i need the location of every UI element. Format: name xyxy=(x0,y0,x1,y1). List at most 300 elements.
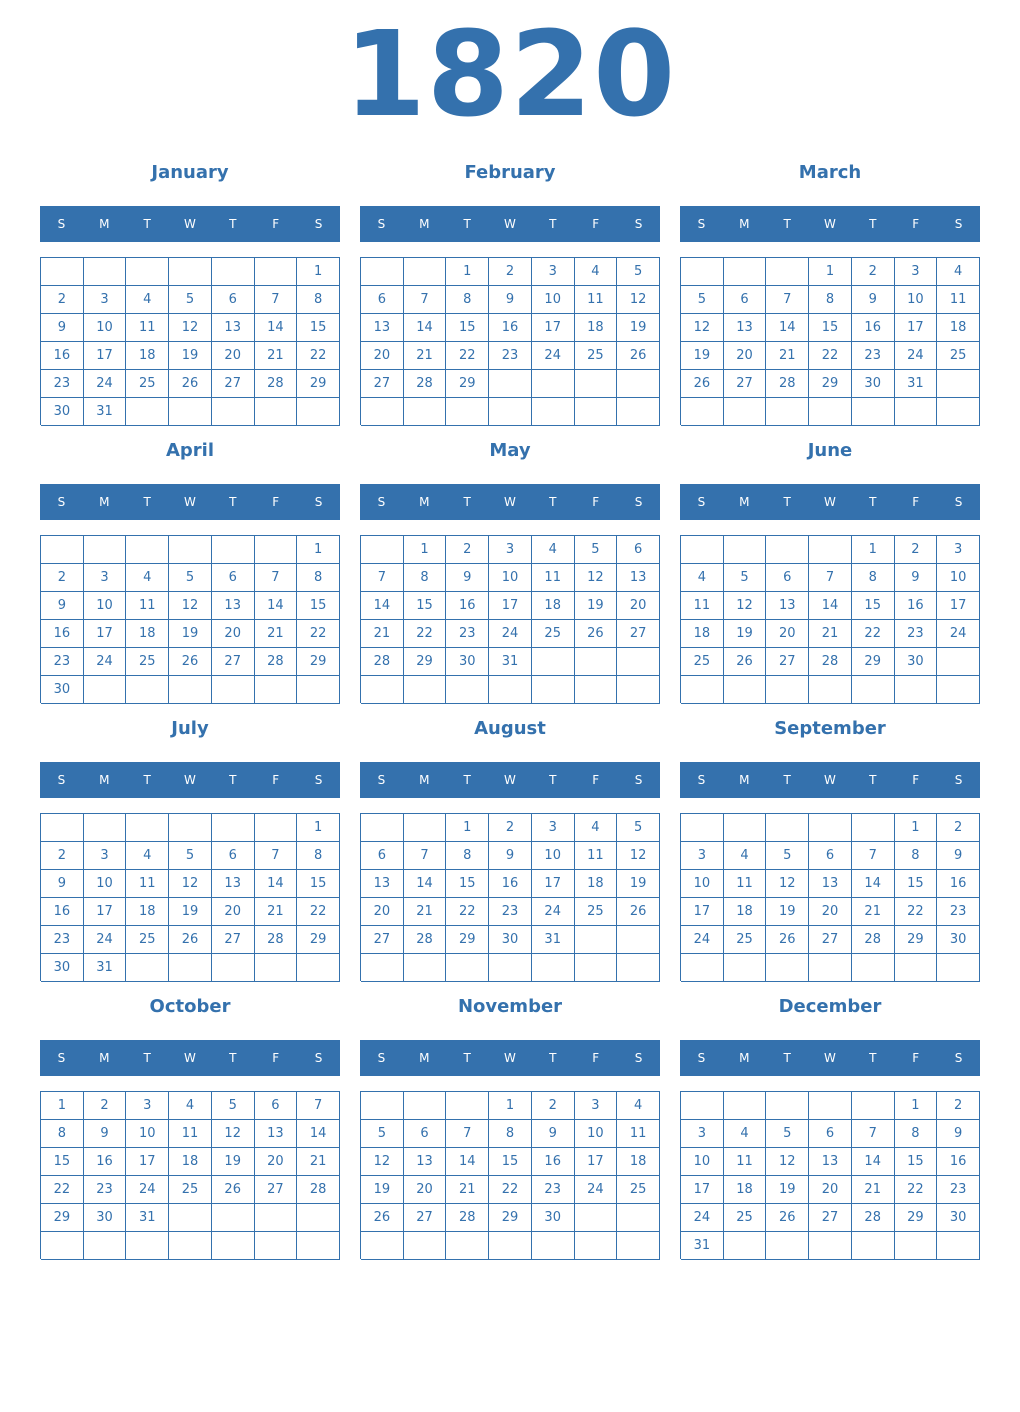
day-cell: 13 xyxy=(212,314,255,342)
weekday-label: T xyxy=(229,1051,237,1065)
day-cell xyxy=(532,676,575,704)
day-cell: 22 xyxy=(297,342,340,370)
day-cell: 30 xyxy=(852,370,895,398)
day-cell xyxy=(532,1232,575,1260)
day-cell: 13 xyxy=(809,1148,852,1176)
day-cell: 2 xyxy=(937,1092,980,1120)
day-cell xyxy=(212,398,255,426)
day-cell: 3 xyxy=(937,536,980,564)
day-cell: 19 xyxy=(766,898,809,926)
day-cell: 25 xyxy=(724,1204,767,1232)
day-cell: 20 xyxy=(809,898,852,926)
day-cell: 24 xyxy=(532,342,575,370)
weekday-header xyxy=(360,762,660,798)
day-cell: 3 xyxy=(681,842,724,870)
day-cell: 4 xyxy=(724,842,767,870)
day-cell: 12 xyxy=(766,1148,809,1176)
day-cell: 30 xyxy=(84,1204,127,1232)
day-cell xyxy=(169,954,212,982)
day-cell: 11 xyxy=(126,314,169,342)
weekday-label: F xyxy=(912,217,920,231)
day-cell: 28 xyxy=(361,648,404,676)
day-cell: 6 xyxy=(212,564,255,592)
day-cell: 1 xyxy=(297,258,340,286)
weekday-header xyxy=(680,1040,980,1076)
day-cell: 7 xyxy=(361,564,404,592)
day-cell: 10 xyxy=(681,870,724,898)
day-cell: 9 xyxy=(489,286,532,314)
day-cell: 6 xyxy=(361,842,404,870)
day-cell: 31 xyxy=(532,926,575,954)
day-grid xyxy=(360,257,660,425)
day-cell: 1 xyxy=(895,814,938,842)
day-grid xyxy=(360,1091,660,1259)
weekday-label: M xyxy=(419,773,430,787)
weekday-label: S xyxy=(377,217,386,231)
day-cell: 18 xyxy=(681,620,724,648)
day-cell xyxy=(126,814,169,842)
day-cell xyxy=(297,1204,340,1232)
day-cell: 10 xyxy=(895,286,938,314)
day-cell: 26 xyxy=(766,1204,809,1232)
day-cell: 16 xyxy=(489,314,532,342)
day-cell: 27 xyxy=(212,648,255,676)
day-cell xyxy=(169,1232,212,1260)
day-cell xyxy=(255,954,298,982)
day-cell: 25 xyxy=(937,342,980,370)
day-cell: 22 xyxy=(297,898,340,926)
day-cell xyxy=(84,1232,127,1260)
month-name: February xyxy=(464,162,556,183)
day-cell: 19 xyxy=(169,342,212,370)
day-grid xyxy=(680,1091,980,1259)
day-cell xyxy=(84,676,127,704)
day-cell: 29 xyxy=(852,648,895,676)
day-cell: 12 xyxy=(617,842,660,870)
day-cell: 9 xyxy=(937,1120,980,1148)
day-cell: 31 xyxy=(126,1204,169,1232)
day-cell: 6 xyxy=(404,1120,447,1148)
day-cell: 11 xyxy=(169,1120,212,1148)
day-cell xyxy=(532,398,575,426)
day-cell: 20 xyxy=(255,1148,298,1176)
day-cell: 28 xyxy=(809,648,852,676)
day-cell: 27 xyxy=(361,926,404,954)
day-cell xyxy=(937,398,980,426)
day-cell: 2 xyxy=(532,1092,575,1120)
weekday-label: S xyxy=(57,217,66,231)
day-cell xyxy=(809,814,852,842)
day-cell: 28 xyxy=(297,1176,340,1204)
day-cell: 17 xyxy=(681,1176,724,1204)
day-cell: 18 xyxy=(724,1176,767,1204)
day-cell xyxy=(766,814,809,842)
day-cell: 28 xyxy=(255,648,298,676)
day-cell: 17 xyxy=(532,870,575,898)
day-cell xyxy=(724,1232,767,1260)
day-cell: 28 xyxy=(852,1204,895,1232)
weekday-label: W xyxy=(504,773,516,787)
day-cell: 10 xyxy=(489,564,532,592)
day-cell: 17 xyxy=(126,1148,169,1176)
day-cell: 2 xyxy=(41,842,84,870)
day-cell: 12 xyxy=(361,1148,404,1176)
day-cell: 9 xyxy=(895,564,938,592)
day-cell: 23 xyxy=(41,370,84,398)
weekday-header xyxy=(40,1040,340,1076)
day-cell xyxy=(617,954,660,982)
day-cell xyxy=(724,398,767,426)
day-cell: 25 xyxy=(169,1176,212,1204)
day-cell: 15 xyxy=(446,870,489,898)
weekday-label: F xyxy=(592,495,600,509)
weekday-label: T xyxy=(783,217,791,231)
day-grid xyxy=(360,535,660,703)
day-cell xyxy=(361,954,404,982)
weekday-label: M xyxy=(99,773,110,787)
day-cell: 4 xyxy=(724,1120,767,1148)
day-cell: 16 xyxy=(937,1148,980,1176)
day-cell: 21 xyxy=(361,620,404,648)
day-cell: 20 xyxy=(212,620,255,648)
day-cell: 11 xyxy=(617,1120,660,1148)
day-cell: 10 xyxy=(84,592,127,620)
day-cell xyxy=(852,1092,895,1120)
day-cell: 2 xyxy=(852,258,895,286)
day-cell: 15 xyxy=(895,1148,938,1176)
day-cell: 2 xyxy=(489,258,532,286)
day-cell: 30 xyxy=(937,1204,980,1232)
day-cell: 29 xyxy=(446,370,489,398)
day-cell: 29 xyxy=(297,648,340,676)
weekday-label: S xyxy=(954,495,963,509)
day-cell: 5 xyxy=(617,258,660,286)
day-cell: 26 xyxy=(169,370,212,398)
day-cell: 13 xyxy=(766,592,809,620)
day-cell: 16 xyxy=(489,870,532,898)
weekday-label: M xyxy=(739,1051,750,1065)
day-cell: 23 xyxy=(446,620,489,648)
day-cell: 23 xyxy=(489,898,532,926)
day-cell: 23 xyxy=(532,1176,575,1204)
day-cell xyxy=(361,1232,404,1260)
day-cell: 18 xyxy=(126,342,169,370)
day-cell: 14 xyxy=(852,870,895,898)
day-cell xyxy=(212,954,255,982)
weekday-label: W xyxy=(824,773,836,787)
day-cell: 11 xyxy=(724,1148,767,1176)
day-cell: 11 xyxy=(681,592,724,620)
day-cell: 20 xyxy=(766,620,809,648)
day-cell: 21 xyxy=(766,342,809,370)
day-cell: 7 xyxy=(446,1120,489,1148)
day-cell: 14 xyxy=(852,1148,895,1176)
day-cell xyxy=(361,1092,404,1120)
day-cell xyxy=(212,1232,255,1260)
day-cell: 18 xyxy=(126,898,169,926)
day-cell: 24 xyxy=(895,342,938,370)
day-cell xyxy=(404,258,447,286)
day-cell: 17 xyxy=(84,620,127,648)
day-cell: 9 xyxy=(532,1120,575,1148)
day-cell xyxy=(532,648,575,676)
day-cell: 27 xyxy=(724,370,767,398)
day-cell xyxy=(255,676,298,704)
day-cell xyxy=(41,1232,84,1260)
day-cell: 6 xyxy=(212,286,255,314)
weekday-label: S xyxy=(57,1051,66,1065)
day-cell: 30 xyxy=(41,676,84,704)
weekday-label: S xyxy=(57,495,66,509)
day-cell: 19 xyxy=(766,1176,809,1204)
weekday-label: W xyxy=(184,217,196,231)
day-cell: 15 xyxy=(446,314,489,342)
weekday-label: F xyxy=(592,1051,600,1065)
day-cell xyxy=(297,676,340,704)
day-cell: 11 xyxy=(575,286,618,314)
weekday-label: S xyxy=(634,1051,643,1065)
day-cell: 23 xyxy=(895,620,938,648)
day-cell xyxy=(297,954,340,982)
day-cell: 8 xyxy=(297,564,340,592)
weekday-label: T xyxy=(869,495,877,509)
day-cell: 15 xyxy=(404,592,447,620)
day-cell: 5 xyxy=(617,814,660,842)
day-cell: 3 xyxy=(84,286,127,314)
day-cell xyxy=(446,676,489,704)
day-cell: 3 xyxy=(489,536,532,564)
day-cell: 22 xyxy=(446,898,489,926)
day-cell: 5 xyxy=(169,286,212,314)
day-cell: 8 xyxy=(489,1120,532,1148)
day-cell xyxy=(126,258,169,286)
day-cell: 11 xyxy=(126,592,169,620)
day-cell xyxy=(41,536,84,564)
weekday-label: M xyxy=(99,217,110,231)
day-cell: 12 xyxy=(212,1120,255,1148)
day-cell xyxy=(895,954,938,982)
weekday-label: W xyxy=(184,495,196,509)
day-cell: 4 xyxy=(126,564,169,592)
day-cell: 7 xyxy=(255,564,298,592)
month-name: March xyxy=(798,162,862,183)
day-cell: 9 xyxy=(41,870,84,898)
day-cell: 14 xyxy=(255,592,298,620)
day-cell: 14 xyxy=(809,592,852,620)
day-cell xyxy=(681,676,724,704)
day-cell: 26 xyxy=(681,370,724,398)
day-cell xyxy=(361,676,404,704)
day-cell: 27 xyxy=(212,370,255,398)
month-name: May xyxy=(489,440,531,461)
day-cell xyxy=(617,370,660,398)
day-cell xyxy=(446,398,489,426)
day-cell: 17 xyxy=(575,1148,618,1176)
day-grid xyxy=(40,257,340,425)
weekday-label: S xyxy=(954,1051,963,1065)
day-cell xyxy=(126,676,169,704)
day-cell xyxy=(766,676,809,704)
day-cell: 14 xyxy=(766,314,809,342)
day-cell: 24 xyxy=(937,620,980,648)
day-cell: 12 xyxy=(169,314,212,342)
day-cell: 18 xyxy=(724,898,767,926)
day-cell: 22 xyxy=(852,620,895,648)
day-cell xyxy=(766,1232,809,1260)
day-cell: 14 xyxy=(361,592,404,620)
day-cell xyxy=(681,954,724,982)
day-cell: 31 xyxy=(84,954,127,982)
day-cell: 24 xyxy=(575,1176,618,1204)
day-cell: 8 xyxy=(446,842,489,870)
day-cell xyxy=(575,370,618,398)
day-cell xyxy=(126,536,169,564)
day-cell xyxy=(532,370,575,398)
day-cell: 15 xyxy=(297,592,340,620)
day-cell: 6 xyxy=(255,1092,298,1120)
weekday-label: T xyxy=(143,1051,151,1065)
day-cell xyxy=(404,814,447,842)
day-cell: 23 xyxy=(41,926,84,954)
day-cell xyxy=(255,814,298,842)
weekday-label: F xyxy=(272,773,280,787)
day-cell: 19 xyxy=(169,898,212,926)
day-cell xyxy=(937,1232,980,1260)
day-cell: 21 xyxy=(255,342,298,370)
day-cell: 20 xyxy=(212,898,255,926)
day-cell xyxy=(681,814,724,842)
month-name: July xyxy=(171,718,209,739)
day-cell: 21 xyxy=(404,342,447,370)
weekday-label: S xyxy=(314,773,323,787)
day-cell xyxy=(681,258,724,286)
day-cell: 21 xyxy=(404,898,447,926)
weekday-label: F xyxy=(912,495,920,509)
day-cell xyxy=(404,954,447,982)
day-cell: 2 xyxy=(84,1092,127,1120)
weekday-label: T xyxy=(869,217,877,231)
day-cell: 16 xyxy=(937,870,980,898)
day-cell xyxy=(681,398,724,426)
day-cell: 13 xyxy=(255,1120,298,1148)
weekday-header xyxy=(680,206,980,242)
day-cell: 25 xyxy=(126,648,169,676)
day-cell xyxy=(41,814,84,842)
day-cell: 8 xyxy=(895,1120,938,1148)
day-cell: 17 xyxy=(937,592,980,620)
day-cell: 16 xyxy=(41,620,84,648)
weekday-label: S xyxy=(954,217,963,231)
month-june xyxy=(680,436,980,706)
day-cell xyxy=(617,926,660,954)
day-cell xyxy=(766,398,809,426)
day-cell: 1 xyxy=(446,814,489,842)
day-cell: 21 xyxy=(297,1148,340,1176)
day-cell xyxy=(617,648,660,676)
day-cell: 16 xyxy=(446,592,489,620)
day-cell: 21 xyxy=(852,1176,895,1204)
day-cell: 18 xyxy=(617,1148,660,1176)
day-cell: 11 xyxy=(724,870,767,898)
weekday-label: T xyxy=(783,1051,791,1065)
weekday-label: S xyxy=(697,773,706,787)
day-cell: 4 xyxy=(169,1092,212,1120)
day-cell: 3 xyxy=(126,1092,169,1120)
weekday-label: T xyxy=(143,217,151,231)
day-cell: 31 xyxy=(681,1232,724,1260)
day-cell: 17 xyxy=(84,342,127,370)
day-cell: 4 xyxy=(126,286,169,314)
weekday-label: W xyxy=(184,773,196,787)
day-cell: 17 xyxy=(895,314,938,342)
day-cell: 22 xyxy=(41,1176,84,1204)
day-cell: 1 xyxy=(895,1092,938,1120)
day-cell xyxy=(937,676,980,704)
weekday-label: F xyxy=(272,1051,280,1065)
day-cell xyxy=(575,648,618,676)
day-cell: 28 xyxy=(852,926,895,954)
day-cell: 6 xyxy=(724,286,767,314)
day-cell: 21 xyxy=(809,620,852,648)
day-cell xyxy=(575,1204,618,1232)
weekday-label: T xyxy=(869,1051,877,1065)
day-cell xyxy=(575,954,618,982)
day-cell: 7 xyxy=(852,842,895,870)
month-name: September xyxy=(774,718,886,739)
month-name: December xyxy=(778,996,882,1017)
day-cell xyxy=(255,258,298,286)
weekday-label: T xyxy=(229,495,237,509)
day-cell xyxy=(724,676,767,704)
day-cell xyxy=(852,954,895,982)
day-cell: 18 xyxy=(575,314,618,342)
weekday-label: W xyxy=(184,1051,196,1065)
day-cell: 27 xyxy=(766,648,809,676)
day-cell: 29 xyxy=(895,1204,938,1232)
weekday-label: M xyxy=(739,217,750,231)
day-cell xyxy=(84,814,127,842)
weekday-label: W xyxy=(504,1051,516,1065)
day-cell: 27 xyxy=(255,1176,298,1204)
day-grid xyxy=(680,535,980,703)
day-cell: 30 xyxy=(41,398,84,426)
day-cell: 26 xyxy=(617,342,660,370)
day-cell: 3 xyxy=(532,258,575,286)
day-cell: 22 xyxy=(489,1176,532,1204)
day-cell: 7 xyxy=(809,564,852,592)
day-cell: 20 xyxy=(404,1176,447,1204)
day-cell: 8 xyxy=(297,286,340,314)
weekday-header xyxy=(40,762,340,798)
day-cell: 6 xyxy=(361,286,404,314)
day-cell xyxy=(404,676,447,704)
weekday-label: M xyxy=(739,495,750,509)
day-cell xyxy=(681,1092,724,1120)
day-cell: 22 xyxy=(809,342,852,370)
day-cell: 28 xyxy=(766,370,809,398)
day-cell xyxy=(724,536,767,564)
day-cell: 15 xyxy=(41,1148,84,1176)
day-cell: 13 xyxy=(724,314,767,342)
day-cell: 3 xyxy=(532,814,575,842)
day-cell: 23 xyxy=(84,1176,127,1204)
day-cell: 17 xyxy=(532,314,575,342)
day-cell xyxy=(681,536,724,564)
day-cell: 8 xyxy=(297,842,340,870)
day-cell: 7 xyxy=(297,1092,340,1120)
day-cell: 13 xyxy=(361,314,404,342)
day-cell: 1 xyxy=(852,536,895,564)
